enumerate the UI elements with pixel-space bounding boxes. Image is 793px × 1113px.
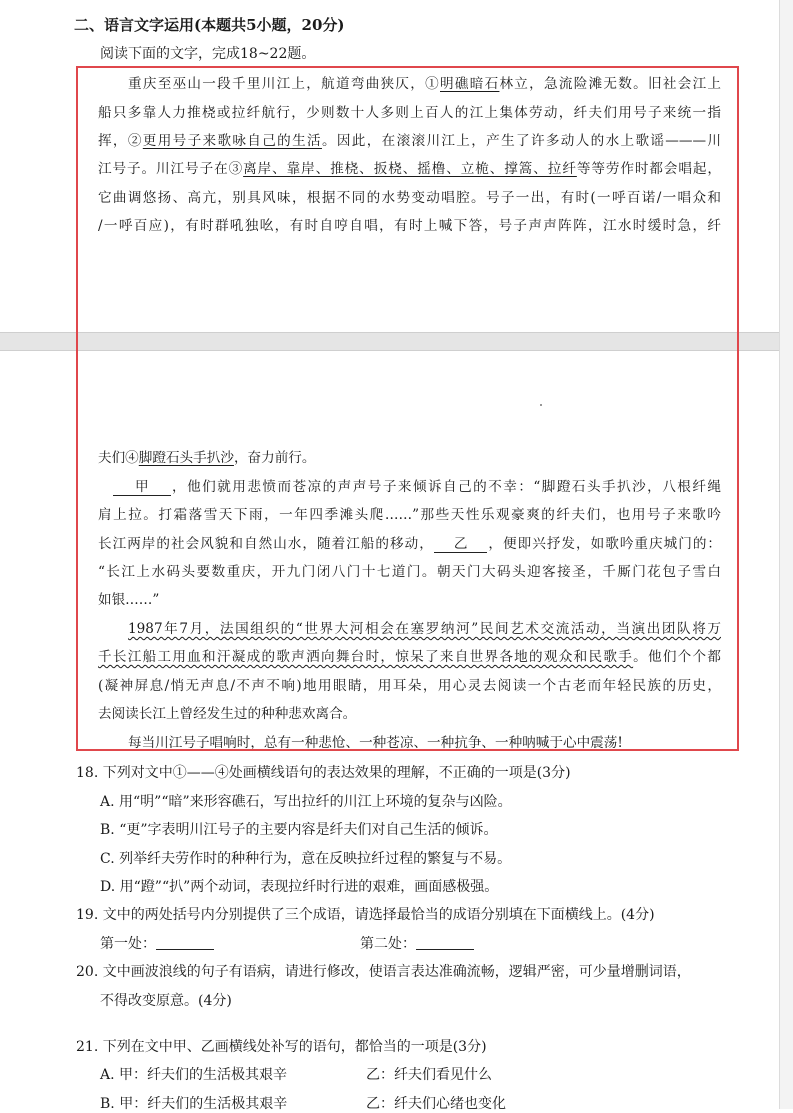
q21-option-b: B. 甲：纤夫们的生活极其艰辛	[100, 1096, 288, 1112]
passage-line: 如银……”	[98, 592, 160, 608]
q18-option-c: C. 列举纤夫劳作时的种种行为，意在反映拉纤过程的繁复与不易。	[100, 851, 512, 867]
q19-stem: 19. 文中的两处括号内分别提供了三个成语，请选择最恰当的成语分别填在下面横线上。(4分)	[76, 907, 655, 923]
blank-jia: 甲	[113, 475, 171, 496]
passage-line: 长江两岸的社会风貌和自然山水，随着江船的移动， 乙 ，便即兴抒发，如歌吟重庆城门的：	[98, 532, 721, 553]
q21-stem: 21. 下列在文中甲、乙画横线处补写的语句，都恰当的一项是(3分)	[76, 1039, 487, 1055]
q18-option-a: A. 用“明”“暗”来形容礁石，写出拉纤的川江上环境的复杂与凶险。	[100, 794, 512, 810]
q18-stem: 18. 下列对文中①——④处画横线语句的表达效果的理解，不正确的一项是(3分)	[76, 765, 571, 781]
passage-line: “长江上水码头要数重庆，开九门闭八门十七道门。朝天门大码头迎客接圣，千厮门花包子雪白	[98, 564, 721, 580]
blank-yi: 乙	[434, 532, 488, 553]
q20-stem: 20. 文中画波浪线的句子有语病，请进行修改，使语言表达准确流畅，逻辑严密，可少量增删词语，	[76, 964, 691, 980]
passage-line: 船只多靠人力推桡或拉纤航行，少则数十人多则上百人的江上集体劳动，纤夫们用号子来统一指	[98, 105, 721, 121]
passage-line: 夫们④脚蹬石头手扒沙，奋力前行。	[98, 450, 316, 466]
passage-line: 挥，②更用号子来歌咏自己的生活。因此，在滚滚川江上，产生了许多动人的水上歌谣———川	[98, 133, 722, 149]
highlight-box	[76, 66, 739, 751]
passage-line: 去阅读长江上曾经发生过的种种悲欢离合。	[98, 706, 357, 722]
q21-option-a: A. 甲：纤夫们的生活极其艰辛	[100, 1067, 288, 1083]
passage-line: 肩上拉。打霜落雪天下雨，一年四季滩头爬……”那些天性乐观豪爽的纤夫们，也用号子来歌吟	[98, 507, 721, 523]
wavy-sentence: 1987年7月，法国组织的“世界大河相会在塞罗纳河”民间艺术交流活动，当演出团队将万	[128, 621, 721, 637]
passage-line: 千长江船工用血和汗凝成的歌声洒向舞台时，惊呆了来自世界各地的观众和民歌手。他们个个都	[98, 649, 722, 665]
passage-line: /一呼百应)，有时群吼独吆，有时自哼自唱，有时上喊下答，号子声声阵阵，江水时缓时急，纤	[98, 218, 721, 234]
q21-option-b-yi: 乙：纤夫们心绪也变化	[366, 1096, 506, 1112]
passage-line: 每当川江号子唱响时，总有一种悲怆、一种苍凉、一种抗争、一种呐喊于心中震荡!	[128, 735, 623, 751]
passage-line: (凝神屏息/悄无声息/不声不响)地用眼睛，用耳朵，用心灵去阅读一个古老而年轻民族的历史，	[98, 678, 721, 694]
q18-option-b: B. “更”字表明川江号子的主要内容是纤夫们对自己生活的倾诉。	[100, 822, 498, 838]
q19-first-label: 第一处：	[100, 933, 214, 953]
passage-line: 重庆至巫山一段千里川江上，航道弯曲狭仄，①明礁暗石林立，急流险滩无数。旧社会江上	[128, 76, 722, 92]
reading-instruction: 阅读下面的文字，完成18~22题。	[100, 46, 316, 62]
q19-second-label: 第二处：	[360, 933, 474, 953]
passage-line: 江号子。川江号子在③离岸、靠岸、推桡、扳桡、摇橹、立桅、撑篙、拉纤等等劳作时都会唱起，	[98, 161, 722, 177]
passage-line: 甲 ，他们就用悲愤而苍凉的声声号子来倾诉自己的不幸：“脚蹬石头手扒沙，八根纤绳	[113, 475, 721, 496]
q20-stem-cont: 不得改变原意。(4分)	[100, 993, 232, 1009]
q21-option-a-yi: 乙：纤夫们看见什么	[366, 1067, 492, 1083]
q18-option-d: D. 用“蹬”“扒”两个动词，表现拉纤时行进的艰难，画面感极强。	[100, 879, 499, 895]
scrollbar-track[interactable]	[779, 0, 793, 1109]
passage-line: 它曲调悠扬、高亢，别具风味，根据不同的水势变动唱腔。号子一出，有时(一呼百诺/一唱众和	[98, 190, 721, 206]
section-title: 二、语言文字运用(本题共5小题，20分)	[74, 16, 345, 34]
